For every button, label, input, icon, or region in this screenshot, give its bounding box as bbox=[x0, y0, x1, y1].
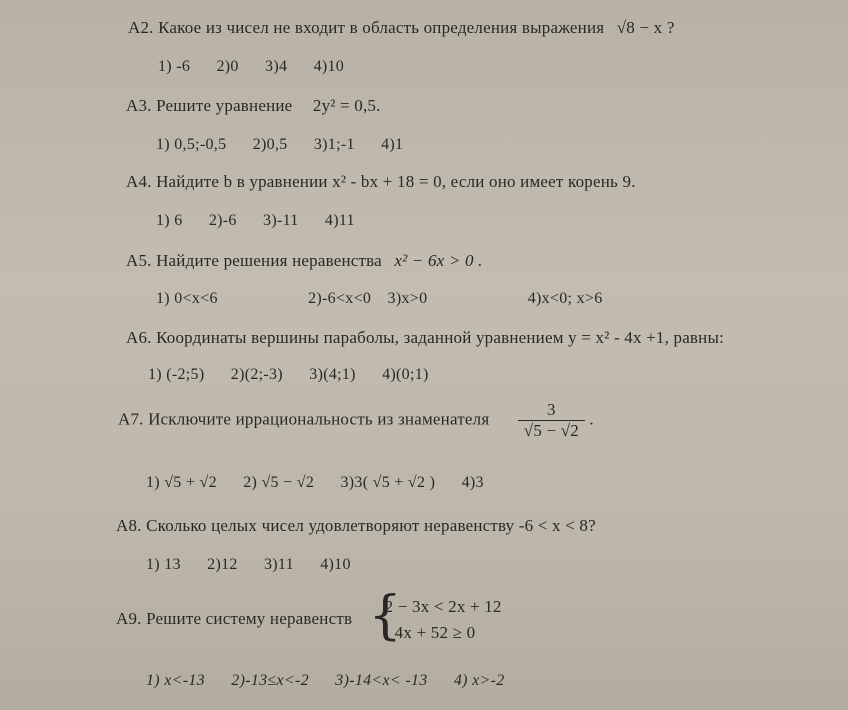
answer-option: 3)1;-1 bbox=[313, 136, 355, 153]
fraction bbox=[518, 400, 585, 441]
question-text: A7. Исключите иррациональность из знаменателя bbox=[118, 409, 490, 429]
question-a5 bbox=[126, 251, 483, 271]
question-a8 bbox=[116, 516, 596, 536]
answer-option: 3)4 bbox=[265, 58, 288, 75]
answers-a8 bbox=[146, 556, 373, 574]
answer-option: 4)11 bbox=[324, 212, 355, 229]
question-text: A3. Решите уравнение bbox=[126, 96, 293, 115]
answer-option: 3)-14<x< -13 bbox=[335, 672, 428, 689]
system-row: 2 − 3x < 2x + 12 bbox=[384, 597, 502, 616]
answer-option: 2) √5 − √2 bbox=[243, 474, 315, 491]
answer-option: 2)-6<x<0 bbox=[308, 290, 372, 307]
answer-option: 2)12 bbox=[207, 556, 238, 573]
question-text: A6. Координаты вершины параболы, заданной уравнением y = x² - 4x +1, равны: bbox=[126, 328, 725, 347]
question-text: A5. Найдите решения неравенства bbox=[126, 251, 382, 270]
answer-option: 4)(0;1) bbox=[382, 366, 429, 383]
answer-option: 4)10 bbox=[320, 556, 351, 573]
question-text: A8. Сколько целых чисел удовлетворяют неравенству -6 < x < 8? bbox=[116, 516, 596, 535]
answer-option: 4)3 bbox=[461, 474, 484, 491]
question-expression: 2y² = 0,5. bbox=[312, 96, 381, 115]
question-a3 bbox=[126, 96, 381, 116]
answer-option: 2)-6 bbox=[208, 212, 237, 229]
answer-option: 4)x<0; x>6 bbox=[527, 290, 603, 307]
inequality-system bbox=[368, 586, 502, 646]
question-text: A4. Найдите b в уравнении x² - bx + 18 = 0, если оно имеет корень 9. bbox=[126, 172, 636, 191]
answer-option: 1) (-2;5) bbox=[148, 366, 205, 383]
answer-option: 1) x<-13 bbox=[146, 672, 205, 689]
answer-option: 2)-13≤x<-2 bbox=[231, 672, 309, 689]
answer-option: 3)-11 bbox=[263, 212, 299, 229]
answer-option: 2)0,5 bbox=[252, 136, 288, 153]
answers-a7 bbox=[146, 474, 506, 492]
question-tail: ? bbox=[666, 18, 675, 37]
answer-option: 1) -6 bbox=[158, 58, 191, 75]
answer-option: 1) 0<x<6 bbox=[156, 290, 218, 307]
answer-option: 1) √5 + √2 bbox=[146, 474, 217, 491]
answer-option: 3)x>0 bbox=[387, 290, 428, 307]
answers-a9 bbox=[146, 672, 527, 690]
answer-option: 3)(4;1) bbox=[309, 366, 356, 383]
fraction-denominator: √5 − √2 bbox=[523, 421, 579, 440]
answer-option: 1) 6 bbox=[156, 212, 183, 229]
question-text: A9. Решите систему неравенств bbox=[116, 608, 353, 628]
question-a9 bbox=[116, 586, 502, 646]
answer-option: 3)3( √5 + √2 ) bbox=[340, 474, 436, 491]
answer-option: 2)(2;-3) bbox=[230, 366, 283, 383]
answer-option: 1) 0,5;-0,5 bbox=[156, 136, 227, 153]
answer-option: 3)11 bbox=[263, 556, 294, 573]
answer-option: 4)1 bbox=[381, 136, 404, 153]
question-a6 bbox=[126, 328, 724, 348]
answers-a3 bbox=[156, 136, 425, 154]
brace-icon: { bbox=[368, 586, 402, 646]
answer-option: 4) x>-2 bbox=[453, 672, 505, 689]
question-a7 bbox=[118, 400, 594, 441]
fraction-numerator: 3 bbox=[518, 400, 585, 421]
question-a4 bbox=[126, 172, 636, 192]
question-tail: . bbox=[589, 409, 594, 429]
question-text: A2. Какое из чисел не входит в область определения выражения bbox=[128, 18, 605, 37]
question-expression: √8 − x bbox=[616, 18, 663, 37]
question-a2 bbox=[128, 18, 675, 38]
answer-option: 2)0 bbox=[216, 58, 239, 75]
answers-a5 bbox=[156, 290, 625, 308]
answer-option: 4)10 bbox=[313, 58, 345, 75]
answers-a6 bbox=[148, 366, 451, 384]
answer-option: 1) 13 bbox=[146, 556, 181, 573]
system-row: 4x + 52 ≥ 0 bbox=[394, 623, 476, 642]
question-expression: x² − 6x > 0 . bbox=[394, 251, 483, 270]
answers-a4 bbox=[156, 212, 377, 230]
answers-a2 bbox=[158, 58, 366, 76]
